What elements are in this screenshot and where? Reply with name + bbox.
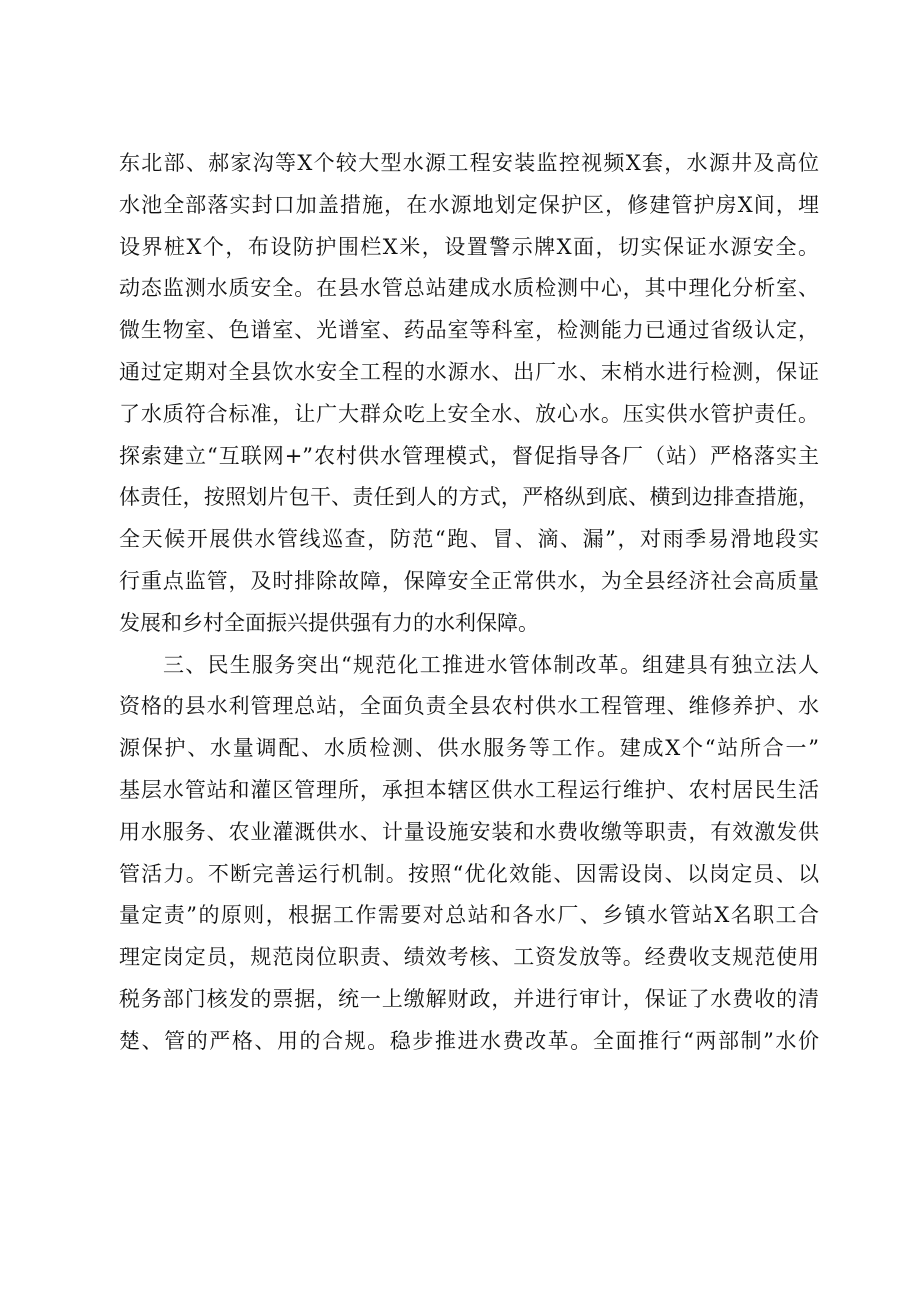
text-line: 体责任，按照划片包干、责任到人的方式，严格纵到底、横到边排查措施， — [119, 485, 819, 510]
section-heading-line: 三、民生服务突出“规范化工推进水管体制改革。组建具有独立法人 — [163, 652, 819, 677]
text-line: 设界桩X个，布设防护围栏X米，设置警示牌X面，切实保证水源安全。 — [119, 234, 819, 259]
body-text — [119, 143, 819, 1063]
text-line: 全天候开展供水管线巡查，防范“跑、冒、滴、漏”，对雨季易滑地段实 — [119, 527, 819, 552]
text-line: 探索建立“互联网+”农村供水管理模式，督促指导各厂（站）严格落实主 — [119, 443, 819, 468]
text-line: 资格的县水利管理总站，全面负责全县农村供水工程管理、维修养护、水 — [119, 694, 819, 719]
text-line: 了水质符合标准，让广大群众吃上安全水、放心水。压实供水管护责任。 — [119, 401, 819, 426]
text-line: 理定岗定员，规范岗位职责、绩效考核、工资发放等。经费收支规范使用 — [119, 945, 819, 970]
text-line: 量定责”的原则，根据工作需要对总站和各水厂、乡镇水管站X名职工合 — [119, 903, 819, 928]
text-line: 基层水管站和灌区管理所，承担本辖区供水工程运行维护、农村居民生活 — [119, 777, 819, 802]
text-line: 用水服务、农业灌溉供水、计量设施安装和水费收缴等职责，有效激发供 — [119, 819, 819, 844]
text-line: 管活力。不断完善运行机制。按照“优化效能、因需设岗、以岗定员、以 — [119, 861, 819, 886]
text-line: 行重点监管，及时排除故障，保障安全正常供水，为全县经济社会高质量 — [119, 568, 819, 593]
text-line: 动态监测水质安全。在县水管总站建成水质检测中心，其中理化分析室、 — [119, 276, 819, 301]
text-line: 微生物室、色谱室、光谱室、药品室等科室，检测能力已通过省级认定， — [119, 318, 819, 343]
text-line: 通过定期对全县饮水安全工程的水源水、出厂水、末梢水进行检测，保证 — [119, 359, 819, 384]
text-line: 税务部门核发的票据，统一上缴解财政，并进行审计，保证了水费收的清 — [119, 986, 819, 1011]
text-line: 发展和乡村全面振兴提供强有力的水利保障。 — [119, 610, 539, 635]
text-line: 水池全部落实封口加盖措施，在水源地划定保护区，修建管护房X间，埋 — [119, 192, 819, 217]
text-line: 楚、管的严格、用的合规。稳步推进水费改革。全面推行“两部制”水价 — [119, 1028, 819, 1053]
text-line: 源保护、水量调配、水质检测、供水服务等工作。建成X个“站所合一” — [119, 736, 819, 761]
text-line: 东北部、郝家沟等X个较大型水源工程安装监控视频X套，水源井及高位 — [119, 151, 819, 175]
